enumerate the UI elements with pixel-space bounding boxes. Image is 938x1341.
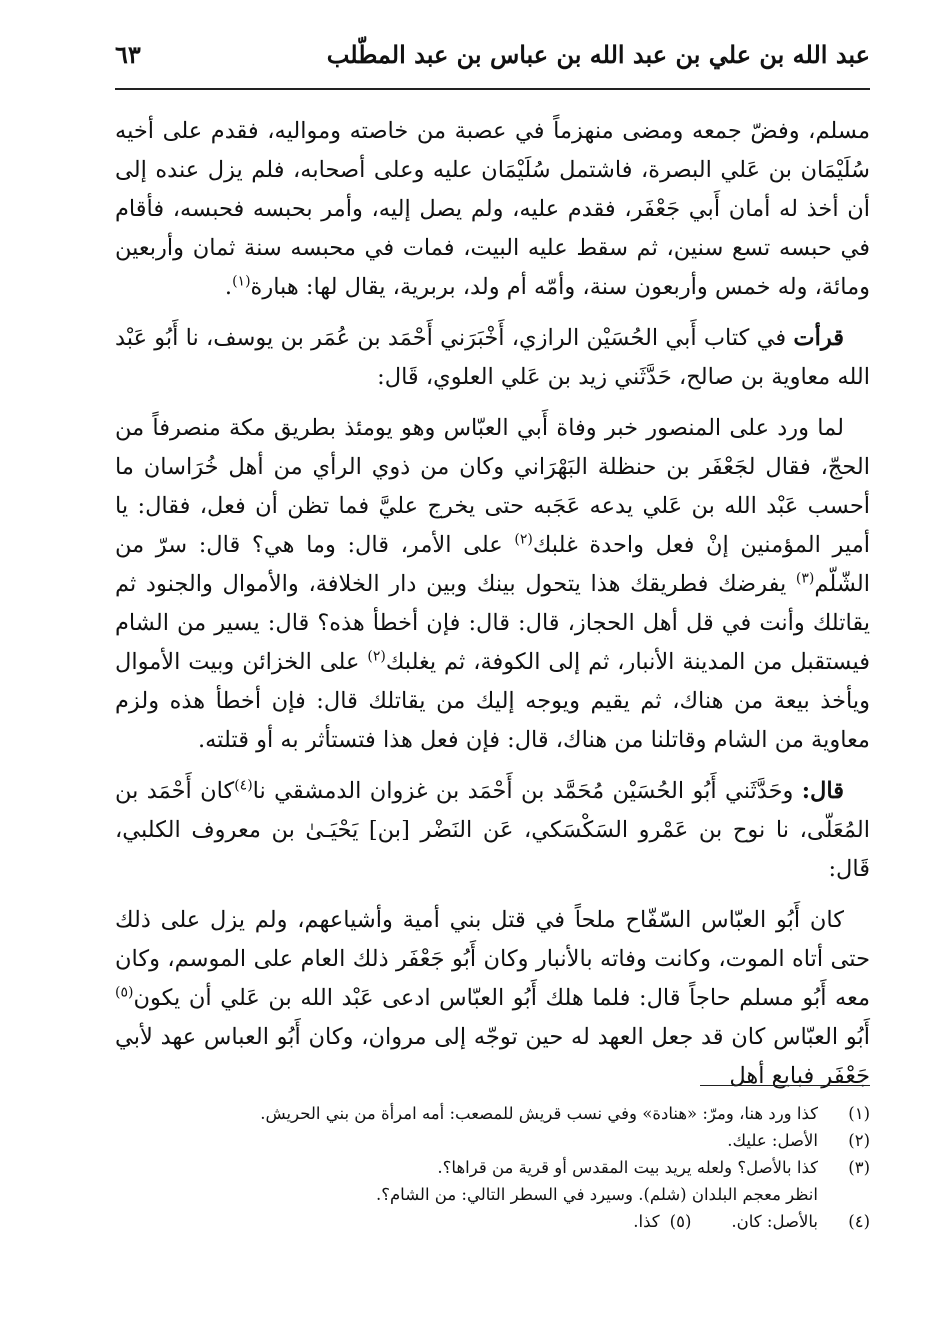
footnote-ref-3: (٣) xyxy=(795,570,815,587)
footnote-number: (٤) xyxy=(848,1212,870,1231)
header-divider xyxy=(115,88,870,90)
paragraph-5 xyxy=(115,901,870,1096)
footnote-number: (١) xyxy=(848,1104,870,1123)
paragraph-3-text-b: على الأمر، قال: وما هي؟ قال: سرّ من الشّلّم xyxy=(115,532,870,597)
footnote-ref-2: (٢) xyxy=(514,531,533,548)
paragraph-2-text: في كتاب أَبي الحُسَيْن الرازي، أَخْبَرَني أَحْمَد بن عُمَر بن يوسف، نا أَبُو عَبْد الله معاوية بن صالح، حَدَّثَني زيد بن عَلي العلوي، قَال: xyxy=(115,325,870,390)
paragraph-5-text-b: أَبُو العبّاس كان قد جعل العهد له حين توجّه إلى مروان، وكان أَبُو العباس عهد لأبي جَعْفَر فبايع أهل xyxy=(115,1024,870,1089)
footnote-ref-1: (١) xyxy=(232,273,251,290)
footnote-ref-5: (٥) xyxy=(115,984,134,1001)
footnote-divider xyxy=(700,1085,870,1086)
footnote-number: (٢) xyxy=(848,1131,870,1150)
paragraph-3-text-c: يفرضك فطريقك هذا يتحول بينك وبين دار الخلافة، والأموال والجنود ثم يقاتلك وأنت في قل أهل الحجاز، قال: قال: فإن أخطأ هذه؟ قال: يسير من الشام فيستقبل من المدينة الأنبار، ثم إلى الكوفة، ثم يغلبك xyxy=(115,571,871,675)
footnote-3-continued xyxy=(115,1181,870,1208)
paragraph-1 xyxy=(115,112,870,307)
footnote-text: انظر معجم البلدان (شلم). وسيرد في السطر التالي: من الشام؟. xyxy=(375,1185,818,1204)
paragraph-1-text: مسلم، وفضّ جمعه ومضى منهزماً في عصبة من خاصته ومواليه، فقدم على أخيه سُلَيْمَان بن عَلي البصرة، فاشتمل سُلَيْمَان عليه وعلى أصحابه، فلم يزل عنده إلى أن أخذ له أمان أَبي جَعْفَر، فقدم عليه، ولم يصل إليه، وأمر بحبسه فحبسه، فأقام في حبسه تسع سنين، ثم سقط عليه البيت، فمات في محبسه سنة ثمان وأربعين ومائة، وله خمس وأربعون سنة، وأمّه أم ولد، بربرية، يقال لها: هبارة xyxy=(115,118,870,300)
paragraph-5-text-a: كان أَبُو العبّاس السّفّاح ملحاً في قتل بني أمية وأشياعهم، ولم يزل على ذلك حتى أتاه الموت، وكانت وفاته بالأنبار وكان أَبُو جَعْفَر ذلك العام على الموسم، وكان معه أَبُو مسلم حاجاً قال: فلما هلك أَبُو العبّاس ادعى عَبْد الله بن عَلي أن يكون xyxy=(115,907,870,1011)
footnote-number: (٥) xyxy=(669,1212,692,1231)
paragraph-3-text-d: على الخزائن وبيت الأموال ويأخذ بيعة من هناك، ثم يقيم ويوجه إليك من يقاتلك قال: فإن أخطأ هذه ولزم معاوية من الشام وقاتلنا من هناك، قال: فإن فعل هذا فتستأثر به أو قتلته. xyxy=(115,649,870,753)
footnote-ref-2b: (٢) xyxy=(367,648,386,665)
paragraph-4-text-a: وحَدَّثَني أَبُو الحُسَيْن مُحَمَّد بن أَحْمَد بن غزوان الدمشقي نا xyxy=(252,778,802,804)
paragraph-4-text-b: كان أَحْمَد بن المُعَلّى، نا نوح بن عَمْرو السَكْسَكي، عَن النَضْر [بن] يَحْيَـىٰ بن معروف الكلبي، قَال: xyxy=(115,778,870,882)
running-header xyxy=(115,38,870,84)
paragraph-1-end: . xyxy=(224,274,233,300)
footnote-2 xyxy=(115,1127,870,1154)
paragraph-2-lead: قرأت xyxy=(793,325,844,351)
page-number: ٦٣ xyxy=(115,40,141,69)
paragraph-3-text-a: لما ورد على المنصور خبر وفاة أَبي العبّاس وهو يومئذ بطريق مكة منصرفاً من الحجّ، فقال لجَعْفَر بن حنظلة البَهْرَاني وكان من ذوي الرأي من أهل خُرَاسان ما أحسب عَبْد الله بن عَلي يدعه عَجَبه حتى يخرج عليَّ فما تظن أن فعل، فقال: يا أمير المؤمنين إنْ فعل واحدة غلبك xyxy=(115,415,871,558)
footnote-1 xyxy=(115,1100,870,1127)
paragraph-2 xyxy=(115,319,870,397)
footnote-3 xyxy=(115,1154,870,1181)
footnotes xyxy=(115,1100,870,1235)
paragraph-3 xyxy=(115,409,870,760)
paragraph-4 xyxy=(115,772,870,889)
footnote-text: كذا بالأصل؟ ولعله يريد بيت المقدس أو قرية من قراها؟. xyxy=(437,1158,818,1177)
footnote-text: كذا ورد هنا، ومرّ: «هنادة» وفي نسب قريش للمصعب: أمه امرأة من بني الحريش. xyxy=(260,1104,818,1123)
paragraph-4-lead: قال: xyxy=(801,778,845,804)
footnote-ref-4: (٤) xyxy=(234,777,253,794)
footnote-text: بالأصل: كان. xyxy=(731,1212,818,1231)
running-title: عبد الله بن علي بن عبد الله بن عباس بن عبد المطّلب xyxy=(326,40,870,69)
main-text xyxy=(115,112,870,1108)
footnote-text: كذا. xyxy=(633,1212,660,1231)
footnote-4-5 xyxy=(115,1208,870,1235)
footnote-text: الأصل: عليك. xyxy=(727,1131,818,1150)
footnote-number: (٣) xyxy=(848,1158,870,1177)
